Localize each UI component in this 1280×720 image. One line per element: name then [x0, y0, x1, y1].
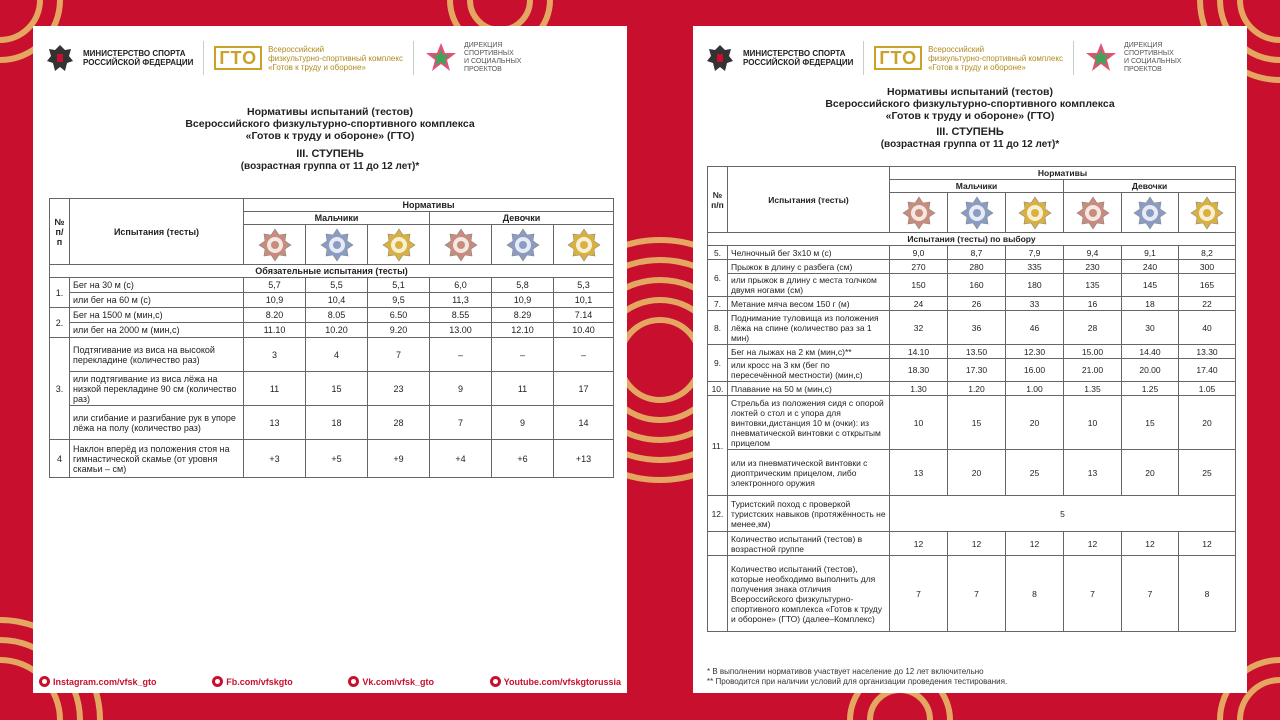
stage-title: III. СТУПЕНЬ [296, 148, 364, 160]
table-row [50, 440, 614, 478]
col-test-header: Испытания (тесты) [70, 199, 244, 265]
badge-cell [1006, 193, 1064, 233]
test-name: Бег на 1500 м (мин,с) [70, 308, 244, 323]
norm-value: 5,5 [306, 278, 368, 293]
norm-value: 15 [948, 396, 1006, 450]
norm-value: 12 [1122, 532, 1179, 556]
col-num-header: № п/п [50, 199, 70, 265]
norm-value: 28 [368, 406, 430, 440]
norm-value: 7.14 [554, 308, 614, 323]
gto-badge-icon [1133, 196, 1167, 230]
norm-value: 21.00 [1064, 359, 1122, 382]
test-name: или прыжок в длину с места толчком двумя ногами (см) [728, 274, 890, 297]
norm-value: 7 [368, 338, 430, 372]
gto-badge-icon [1076, 196, 1110, 230]
norm-value: 7,9 [1006, 246, 1064, 260]
title-line-2: Всероссийского физкультурно-спортивного комплекса [825, 98, 1115, 110]
norm-value: 20 [1179, 396, 1236, 450]
gto-badge-icon [1190, 196, 1224, 230]
norm-value: 15 [306, 372, 368, 406]
norm-value: 22 [1179, 297, 1236, 311]
norm-value: 25 [1006, 450, 1064, 496]
table-row [50, 293, 614, 308]
norm-value: 23 [368, 372, 430, 406]
norm-value: 9 [430, 372, 492, 406]
row-number: 11. [708, 396, 728, 496]
table-row [50, 323, 614, 338]
row-number: 12. [708, 496, 728, 532]
norm-value: +6 [492, 440, 554, 478]
stage-title: III. СТУПЕНЬ [936, 126, 1004, 138]
test-name: Плавание на 50 м (мин,с) [728, 382, 890, 396]
norm-value: 13.50 [948, 345, 1006, 359]
norm-value: 300 [1179, 260, 1236, 274]
norm-value: 12.30 [1006, 345, 1064, 359]
footnotes [707, 667, 1237, 687]
norm-value: 9,4 [1064, 246, 1122, 260]
ministry-logo [693, 41, 863, 75]
norm-value: 8.29 [492, 308, 554, 323]
col-num-header: № п/п [708, 167, 728, 233]
norm-value: 18 [306, 406, 368, 440]
norm-value: 33 [1006, 297, 1064, 311]
girls-header: Девочки [1064, 180, 1236, 193]
badge-cell [244, 225, 306, 265]
table-row [708, 260, 1236, 274]
row-number: 8. [708, 311, 728, 345]
norm-value: 12 [1006, 532, 1064, 556]
norm-value: 14.40 [1122, 345, 1179, 359]
norm-value: 6.50 [368, 308, 430, 323]
test-name: или сгибание и разгибание рук в упоре лёжа на полу (количество раз) [70, 406, 244, 440]
gto-mark: ГТО [214, 46, 262, 70]
norm-value: +13 [554, 440, 614, 478]
norm-value: 28 [1064, 311, 1122, 345]
norm-value: 150 [890, 274, 948, 297]
test-name: Количество испытаний (тестов), которые необходимо выполнить для получения знака отличия Всероссийского физкультурно-спортивного комплекса «Готов к труду и обороне» (ГТО) (далее–Комплекс) [728, 556, 890, 632]
test-name: Туристский поход с проверкой туристских навыков (протяжённость не менее,км) [728, 496, 890, 532]
norm-value-merged: 5 [890, 496, 1236, 532]
row-number: 6. [708, 260, 728, 297]
norm-value: 8 [1006, 556, 1064, 632]
norm-value: 8.20 [244, 308, 306, 323]
row-number: 1. [50, 278, 70, 308]
ministry-name: МИНИСТЕРСТВО СПОРТА РОССИЙСКОЙ ФЕДЕРАЦИИ [83, 49, 194, 67]
test-name: Бег на 30 м (с) [70, 278, 244, 293]
ministry-name: МИНИСТЕРСТВО СПОРТА РОССИЙСКОЙ ФЕДЕРАЦИИ [743, 49, 854, 67]
gto-badge-icon [1018, 196, 1052, 230]
social-link-youtube[interactable] [490, 676, 621, 687]
norm-value: 5,7 [244, 278, 306, 293]
norm-value: 5,8 [492, 278, 554, 293]
norm-value: 230 [1064, 260, 1122, 274]
badge-cell [1064, 193, 1122, 233]
norm-value: 7 [1064, 556, 1122, 632]
norm-value: 160 [948, 274, 1006, 297]
table-row [708, 532, 1236, 556]
gto-org-name: Всероссийский физкультурно-спортивный комплекс «Готов к труду и обороне» [268, 44, 403, 72]
badge-cell [554, 225, 614, 265]
gto-org-name: Всероссийский физкультурно-спортивный комплекс «Готов к труду и обороне» [928, 44, 1063, 72]
table-row [708, 382, 1236, 396]
norm-value: 9.20 [368, 323, 430, 338]
norm-value: 8.55 [430, 308, 492, 323]
norm-value: 36 [948, 311, 1006, 345]
norm-value: 240 [1122, 260, 1179, 274]
table-row [708, 359, 1236, 382]
gto-logo [863, 41, 1073, 75]
norm-value: 13 [1064, 450, 1122, 496]
norms-header: Нормативы [890, 167, 1236, 180]
badge-cell [890, 193, 948, 233]
norm-value: 7 [948, 556, 1006, 632]
test-name: или из пневматической винтовки с диоптрическим прицелом, либо электронного оружия [728, 450, 890, 496]
norm-value: 11.10 [244, 323, 306, 338]
title-line-3: «Готов к труду и обороне» (ГТО) [885, 110, 1055, 122]
footnote: * В выполнении нормативов участвует население до 12 лет включительно [707, 667, 984, 676]
norm-value: 12 [890, 532, 948, 556]
facebook-icon [212, 676, 223, 687]
norm-value: 32 [890, 311, 948, 345]
vk-icon [348, 676, 359, 687]
table-row [708, 450, 1236, 496]
row-number [708, 556, 728, 632]
norm-value: 40 [1179, 311, 1236, 345]
title-line-2: Всероссийского физкультурно-спортивного комплекса [185, 118, 475, 130]
gto-badge-icon [382, 228, 416, 262]
badge-cell [1122, 193, 1179, 233]
table-row [708, 274, 1236, 297]
table-row [708, 496, 1236, 532]
gto-badge-icon [902, 196, 936, 230]
norm-value: – [430, 338, 492, 372]
norm-value: 8 [1179, 556, 1236, 632]
norm-value: 1.05 [1179, 382, 1236, 396]
directorate-name: ДИРЕКЦИЯ СПОРТИВНЫХ И СОЦИАЛЬНЫХ ПРОЕКТОВ [463, 42, 522, 73]
badge-cell [306, 225, 368, 265]
badge-cell [430, 225, 492, 265]
gto-badge-icon [506, 228, 540, 262]
norm-value: 30 [1122, 311, 1179, 345]
test-name: Метание мяча весом 150 г (м) [728, 297, 890, 311]
norm-value: 9,1 [1122, 246, 1179, 260]
row-number: 2. [50, 308, 70, 338]
norm-value: 14 [554, 406, 614, 440]
norm-value: 10 [1064, 396, 1122, 450]
norm-value: 12 [1179, 532, 1236, 556]
table-row [50, 308, 614, 323]
norm-value: 165 [1179, 274, 1236, 297]
test-name: или бег на 2000 м (мин,с) [70, 323, 244, 338]
social-link-instagram[interactable] [39, 676, 157, 687]
directorate-logo [1073, 41, 1191, 75]
norm-value: – [554, 338, 614, 372]
badge-cell [1179, 193, 1236, 233]
norm-value: 5,1 [368, 278, 430, 293]
norm-value: 10.40 [554, 323, 614, 338]
norm-value: 20 [948, 450, 1006, 496]
test-name: или бег на 60 м (с) [70, 293, 244, 308]
directorate-logo [413, 41, 531, 75]
footnote: ** Проводится при наличии условий для организации проведения тестирования. [707, 677, 1008, 686]
section-header: Испытания (тесты) по выбору [708, 233, 1236, 246]
document-page-2 [693, 26, 1247, 693]
norm-value: 13 [244, 406, 306, 440]
norm-value: – [492, 338, 554, 372]
norm-value: 14.10 [890, 345, 948, 359]
norm-value: 10 [890, 396, 948, 450]
social-link-text: Vk.com/vfsk_gto [362, 676, 434, 687]
norms-table-optional [707, 166, 1236, 632]
table-row [50, 372, 614, 406]
test-name: Наклон вперёд из положения стоя на гимнастической скамье (от уровня скамьи – см) [70, 440, 244, 478]
social-links [39, 676, 621, 687]
norm-value: 1.20 [948, 382, 1006, 396]
norms-header: Нормативы [244, 199, 614, 212]
norm-value: 1.30 [890, 382, 948, 396]
social-link-vk[interactable] [348, 676, 434, 687]
norm-value: 280 [948, 260, 1006, 274]
gto-mark: ГТО [874, 46, 922, 70]
norm-value: +4 [430, 440, 492, 478]
gto-badge-icon [258, 228, 292, 262]
norm-value: 25 [1179, 450, 1236, 496]
section-header: Обязательные испытания (тесты) [50, 265, 614, 278]
badge-cell [492, 225, 554, 265]
row-number [708, 532, 728, 556]
norm-value: 10,4 [306, 293, 368, 308]
norm-value: 8.05 [306, 308, 368, 323]
norm-value: 18 [1122, 297, 1179, 311]
norm-value: 10,1 [554, 293, 614, 308]
social-link-facebook[interactable] [212, 676, 293, 687]
norm-value: 8,2 [1179, 246, 1236, 260]
social-link-text: Youtube.com/vfskgtorussia [503, 676, 621, 687]
age-group: (возрастная группа от 11 до 12 лет)* [880, 139, 1060, 150]
norm-value: 7 [430, 406, 492, 440]
norm-value: 18.30 [890, 359, 948, 382]
page-header [693, 34, 1247, 82]
norm-value: 4 [306, 338, 368, 372]
gto-badge-icon [567, 228, 601, 262]
star-logo-icon [424, 41, 458, 75]
norm-value: +5 [306, 440, 368, 478]
norm-value: 335 [1006, 260, 1064, 274]
norm-value: 17 [554, 372, 614, 406]
row-number: 7. [708, 297, 728, 311]
test-name: Прыжок в длину с разбега (см) [728, 260, 890, 274]
norm-value: 17.30 [948, 359, 1006, 382]
norm-value: 10.20 [306, 323, 368, 338]
norm-value: 20 [1122, 450, 1179, 496]
table-row [50, 338, 614, 372]
boys-header: Мальчики [890, 180, 1064, 193]
table-row [708, 396, 1236, 450]
norm-value: 16.00 [1006, 359, 1064, 382]
row-number: 9. [708, 345, 728, 382]
norm-value: 12 [948, 532, 1006, 556]
norm-value: 13 [890, 450, 948, 496]
norm-value: 9 [492, 406, 554, 440]
social-link-text: Instagram.com/vfsk_gto [53, 676, 157, 687]
boys-header: Мальчики [244, 212, 430, 225]
test-name: Поднимание туловища из положения лёжа на спине (количество раз за 1 мин) [728, 311, 890, 345]
youtube-icon [490, 676, 501, 687]
norm-value: 17.40 [1179, 359, 1236, 382]
gto-badge-icon [320, 228, 354, 262]
coat-of-arms-icon [43, 41, 77, 75]
row-number: 10. [708, 382, 728, 396]
row-number: 3. [50, 338, 70, 440]
norm-value: 20.00 [1122, 359, 1179, 382]
norm-value: 13.00 [430, 323, 492, 338]
norm-value: 7 [890, 556, 948, 632]
norm-value: 135 [1064, 274, 1122, 297]
document-titles [693, 86, 1247, 151]
norm-value: 12 [1064, 532, 1122, 556]
test-name: или подтягивание из виса лёжа на низкой перекладине 90 см (количество раз) [70, 372, 244, 406]
girls-header: Девочки [430, 212, 614, 225]
test-name: Челночный бег 3х10 м (с) [728, 246, 890, 260]
test-name: Бег на лыжах на 2 км (мин,с)** [728, 345, 890, 359]
norm-value: 11 [244, 372, 306, 406]
norm-value: 7 [1122, 556, 1179, 632]
title-line-1: Нормативы испытаний (тестов) [887, 86, 1053, 98]
table-row [50, 406, 614, 440]
norm-value: 1.00 [1006, 382, 1064, 396]
gto-logo [203, 41, 413, 75]
norm-value: 11 [492, 372, 554, 406]
social-link-text: Fb.com/vfskgto [226, 676, 293, 687]
star-logo-icon [1084, 41, 1118, 75]
norm-value: 10,9 [492, 293, 554, 308]
norm-value: 20 [1006, 396, 1064, 450]
norm-value: 8,7 [948, 246, 1006, 260]
title-line-3: «Готов к труду и обороне» (ГТО) [245, 130, 415, 142]
norm-value: 15.00 [1064, 345, 1122, 359]
norm-value: 46 [1006, 311, 1064, 345]
document-titles [33, 106, 627, 173]
coat-of-arms-icon [703, 41, 737, 75]
title-line-1: Нормативы испытаний (тестов) [247, 106, 413, 118]
table-row [708, 311, 1236, 345]
norm-value: 180 [1006, 274, 1064, 297]
badge-cell [948, 193, 1006, 233]
table-row [50, 278, 614, 293]
norm-value: 11,3 [430, 293, 492, 308]
table-row [708, 345, 1236, 359]
norm-value: 24 [890, 297, 948, 311]
norm-value: 145 [1122, 274, 1179, 297]
section-header-row [708, 233, 1236, 246]
norm-value: 270 [890, 260, 948, 274]
test-name: Подтягивание из виса на высокой перекладине (количество раз) [70, 338, 244, 372]
table-row [708, 556, 1236, 632]
norm-value: +9 [368, 440, 430, 478]
row-number: 4 [50, 440, 70, 478]
table-row [708, 246, 1236, 260]
section-header-row [50, 265, 614, 278]
norm-value: 10,9 [244, 293, 306, 308]
gto-badge-icon [960, 196, 994, 230]
test-name: Стрельба из положения сидя с опорой локтей о стол и с упора для винтовки,дистанция 10 м (очки): из пневматической винтовки с открытым прицелом [728, 396, 890, 450]
norm-value: 1.25 [1122, 382, 1179, 396]
ministry-logo [33, 41, 203, 75]
norm-value: 15 [1122, 396, 1179, 450]
age-group: (возрастная группа от 11 до 12 лет)* [240, 161, 420, 172]
norm-value: 16 [1064, 297, 1122, 311]
norm-value: 5,3 [554, 278, 614, 293]
norm-value: 26 [948, 297, 1006, 311]
norms-table-mandatory [49, 198, 614, 478]
test-name: или кросс на 3 км (бег по пересечённой местности) (мин,с) [728, 359, 890, 382]
directorate-name: ДИРЕКЦИЯ СПОРТИВНЫХ И СОЦИАЛЬНЫХ ПРОЕКТОВ [1123, 42, 1182, 73]
norm-value: 1.35 [1064, 382, 1122, 396]
norm-value: 9,0 [890, 246, 948, 260]
page-header [33, 34, 627, 82]
document-page-1 [33, 26, 627, 693]
norm-value: +3 [244, 440, 306, 478]
badge-cell [368, 225, 430, 265]
norm-value: 3 [244, 338, 306, 372]
test-name: Количество испытаний (тестов) в возрастной группе [728, 532, 890, 556]
norm-value: 13.30 [1179, 345, 1236, 359]
col-test-header: Испытания (тесты) [728, 167, 890, 233]
table-row [708, 297, 1236, 311]
gto-badge-icon [444, 228, 478, 262]
norm-value: 12.10 [492, 323, 554, 338]
norm-value: 6,0 [430, 278, 492, 293]
norm-value: 9,5 [368, 293, 430, 308]
instagram-icon [39, 676, 50, 687]
row-number: 5. [708, 246, 728, 260]
